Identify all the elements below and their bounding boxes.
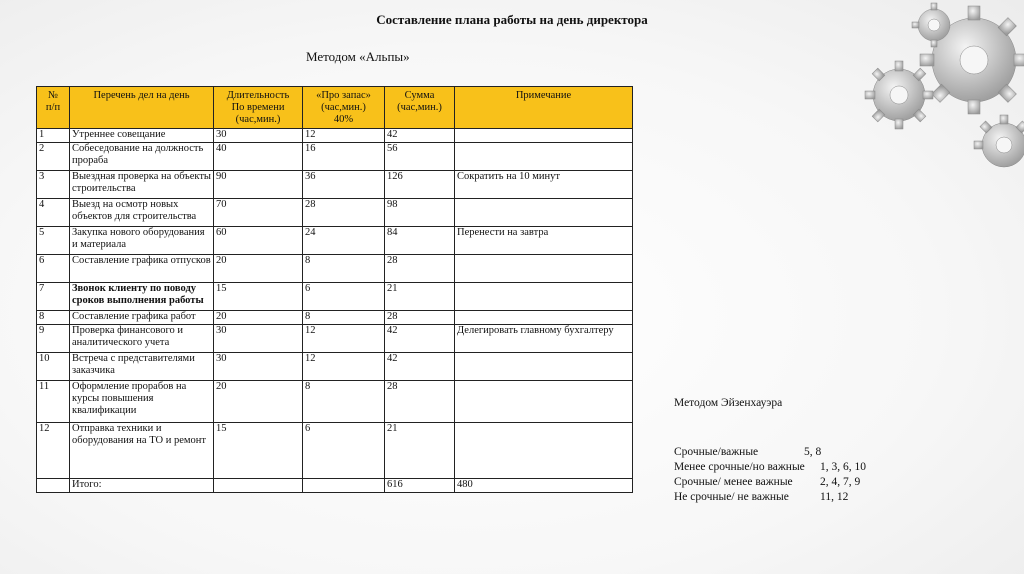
- table-row: [37, 171, 633, 199]
- row-note: [455, 129, 633, 143]
- header-reserve: «Про запас» (час,мин.) 40%: [303, 87, 385, 129]
- gears-decoration-icon: [824, 0, 1024, 170]
- row-note: [455, 311, 633, 325]
- table-row: [37, 325, 633, 353]
- row-note: [455, 199, 633, 227]
- row-duration: 60: [214, 227, 303, 255]
- row-number: 5: [37, 227, 70, 255]
- row-task: Встреча с представителями заказчика: [70, 353, 214, 381]
- row-sum: 21: [385, 283, 455, 311]
- row-duration: 40: [214, 143, 303, 171]
- table-row: [37, 199, 633, 227]
- row-note: Перенести на завтра: [455, 227, 633, 255]
- header-duration: Длительность По времени (час,мин.): [214, 87, 303, 129]
- row-task: Собеседование на должность прораба: [70, 143, 214, 171]
- row-sum: 126: [385, 171, 455, 199]
- row-reserve: 6: [303, 423, 385, 479]
- row-number: 8: [37, 311, 70, 325]
- row-task: Звонок клиенту по поводу сроков выполнения работы: [70, 283, 214, 311]
- table-row: [37, 381, 633, 423]
- row-reserve: 8: [303, 311, 385, 325]
- row-task: Проверка финансового и аналитического учета: [70, 325, 214, 353]
- row-sum: 98: [385, 199, 455, 227]
- table-header-row: [37, 87, 633, 129]
- row-sum: 42: [385, 129, 455, 143]
- row-number: 3: [37, 171, 70, 199]
- total-sum: 616: [385, 479, 455, 493]
- total-label: Итого:: [70, 479, 214, 493]
- row-note: Делегировать главному бухгалтеру: [455, 325, 633, 353]
- table-row: [37, 255, 633, 283]
- header-task: Перечень дел на день: [70, 87, 214, 129]
- eisenhower-value: 5, 8: [804, 446, 822, 458]
- row-note: [455, 423, 633, 479]
- eisenhower-line: [674, 460, 866, 475]
- row-duration: 90: [214, 171, 303, 199]
- row-number: 4: [37, 199, 70, 227]
- row-number: 1: [37, 129, 70, 143]
- header-note: Примечание: [455, 87, 633, 129]
- row-sum: 28: [385, 311, 455, 325]
- row-task: Составление графика работ: [70, 311, 214, 325]
- row-task: Закупка нового оборудования и материала: [70, 227, 214, 255]
- eisenhower-list: [674, 445, 866, 505]
- row-sum: 84: [385, 227, 455, 255]
- row-task: Составление графика отпусков: [70, 255, 214, 283]
- row-note: Сократить на 10 минут: [455, 171, 633, 199]
- row-reserve: 12: [303, 129, 385, 143]
- row-reserve: 12: [303, 325, 385, 353]
- row-reserve: 28: [303, 199, 385, 227]
- total-number: [37, 479, 70, 493]
- row-sum: 21: [385, 423, 455, 479]
- row-note: [455, 255, 633, 283]
- eisenhower-value: 11, 12: [820, 491, 849, 503]
- row-reserve: 8: [303, 255, 385, 283]
- eisenhower-line: [674, 445, 866, 460]
- eisenhower-line: [674, 490, 866, 505]
- alps-plan-table: [36, 86, 633, 493]
- table-row: [37, 143, 633, 171]
- row-duration: 20: [214, 255, 303, 283]
- row-sum: 28: [385, 381, 455, 423]
- row-number: 11: [37, 381, 70, 423]
- eisenhower-value: 1, 3, 6, 10: [820, 461, 866, 473]
- row-task: Отправка техники и оборудования на ТО и ремонт: [70, 423, 214, 479]
- row-task: Утреннее совещание: [70, 129, 214, 143]
- eisenhower-line: [674, 475, 866, 490]
- eisenhower-title: Методом Эйзенхауэра: [674, 397, 783, 409]
- eisenhower-value: 2, 4, 7, 9: [820, 476, 861, 488]
- eisenhower-label: Менее срочные/но важные: [674, 461, 805, 473]
- total-reserve: [303, 479, 385, 493]
- row-reserve: 16: [303, 143, 385, 171]
- page-title: Составление плана работы на день директора: [376, 12, 648, 27]
- table-row: [37, 227, 633, 255]
- table-row: [37, 283, 633, 311]
- row-reserve: 6: [303, 283, 385, 311]
- row-task: Выезд на осмотр новых объектов для строительства: [70, 199, 214, 227]
- total-duration: [214, 479, 303, 493]
- row-duration: 70: [214, 199, 303, 227]
- header-number: № п/п: [37, 87, 70, 129]
- row-task: Оформление прорабов на курсы повышения квалификации: [70, 381, 214, 423]
- row-duration: 20: [214, 381, 303, 423]
- table-row: [37, 311, 633, 325]
- row-reserve: 12: [303, 353, 385, 381]
- row-reserve: 24: [303, 227, 385, 255]
- row-duration: 30: [214, 325, 303, 353]
- eisenhower-label: Не срочные/ не важные: [674, 491, 789, 503]
- table-row: [37, 353, 633, 381]
- row-note: [455, 283, 633, 311]
- row-note: [455, 143, 633, 171]
- eisenhower-label: Срочные/важные: [674, 446, 759, 458]
- row-number: 12: [37, 423, 70, 479]
- table-row: [37, 129, 633, 143]
- row-task: Выездная проверка на объекты строительства: [70, 171, 214, 199]
- row-number: 6: [37, 255, 70, 283]
- table-row: [37, 423, 633, 479]
- alps-method-subtitle: Методом «Альпы»: [306, 49, 410, 64]
- row-duration: 30: [214, 129, 303, 143]
- row-reserve: 36: [303, 171, 385, 199]
- row-number: 10: [37, 353, 70, 381]
- total-note: 480: [455, 479, 633, 493]
- header-sum: Сумма (час,мин.): [385, 87, 455, 129]
- row-note: [455, 381, 633, 423]
- row-sum: 42: [385, 325, 455, 353]
- row-number: 9: [37, 325, 70, 353]
- row-duration: 15: [214, 423, 303, 479]
- table-total-row: [37, 479, 633, 493]
- row-sum: 28: [385, 255, 455, 283]
- eisenhower-label: Срочные/ менее важные: [674, 476, 793, 488]
- row-duration: 15: [214, 283, 303, 311]
- row-reserve: 8: [303, 381, 385, 423]
- row-number: 2: [37, 143, 70, 171]
- row-number: 7: [37, 283, 70, 311]
- row-duration: 20: [214, 311, 303, 325]
- row-sum: 56: [385, 143, 455, 171]
- row-duration: 30: [214, 353, 303, 381]
- row-note: [455, 353, 633, 381]
- row-sum: 42: [385, 353, 455, 381]
